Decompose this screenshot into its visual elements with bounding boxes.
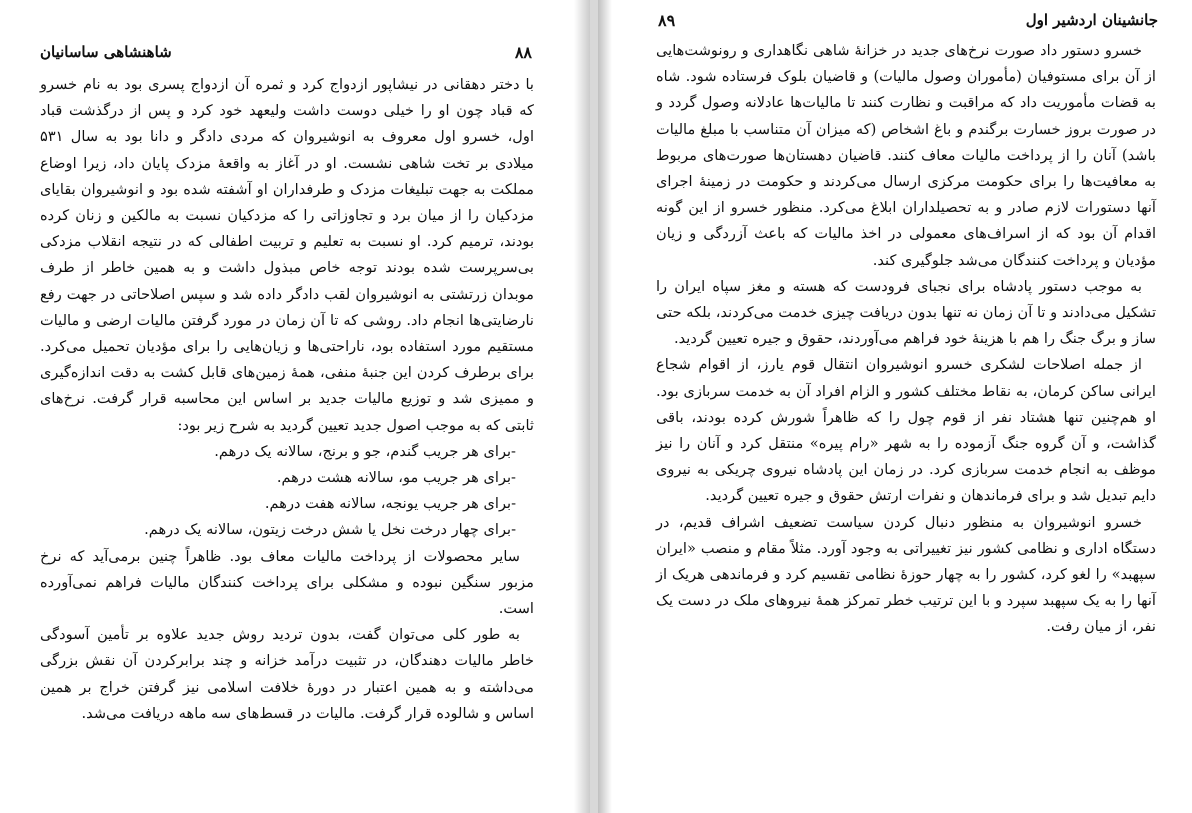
list-item: -برای هر جریب یونجه، سالانه هفت درهم.	[264, 495, 516, 513]
list-item: -برای هر جریب گندم، جو و برنج، سالانه یک درهم.	[214, 442, 516, 460]
paragraph: سایر محصولات از پرداخت مالیات معاف بود. ظاهراً چنین برمی‌آید که نرخ مزبور سنگین نبوده و مشکلی برای پرداخت کنندگان مالیات فراهم نمی‌آورده است.	[40, 547, 534, 618]
paragraph: خسرو انوشیروان به منظور دنبال کردن سیاست تضعیف اشراف قدیم، در دستگاه اداری و نظامی کشور نیز تغییراتی به وجود آورد. مثلاً مقام و منصب «ایران سپهبد» را لغو کرد، کشور را به چهار حوزهٔ نظامی تقسیم کرد و فرماندهی هریک از آنها را به یک سپهبد سپرد و با این ترتیب خطر تمرکز همهٔ نیروهای ملک در دست یک نفر، از میان رفت.	[656, 513, 1156, 636]
tax-rate-list	[40, 439, 534, 544]
page-number: ۸۹	[658, 10, 676, 30]
right-page-body	[656, 38, 1156, 641]
left-page-body	[40, 72, 534, 727]
paragraph: خسرو دستور داد صورت نرخ‌های جدید در خزانهٔ شاهی نگاهداری و رونوشت‌هایی از آن برای مستوفیان (مأموران وصول مالیات) و قاضیان بلوک فرستاده شود. شاه به قضات مأموریت داد که مراقبت و نظارت کنند تا مالیات‌ها عادلانه وصول گردد و در صورت بروز خسارت برگندم و باغ اشخاص (که میزان آن متناسب با مبلغ مالیات باشد) آنان را از پرداخت مالیات معاف کنند. قاضیان دهستان‌ها صورت‌های مربوط به معافیت‌ها را برای حکومت مرکزی ارسال می‌کردند و حکومت در زمینهٔ اجرای آنها دستورات لازم صادر و به تحصیلداران ابلاغ می‌کرد. منظور خسرو از این گونه اقدام آن بود که از اسراف‌های معمولی در اخذ مالیات که باعث آزردگی و زیان مؤدیان و پرداخت کنندگان می‌شد جلوگیری کند.	[656, 42, 1156, 269]
paragraph: به موجب دستور پادشاه برای نجبای فرودست که هسته و مغز سپاه ایران را تشکیل می‌دادند و تا آن زمان نه تنها بدون دریافت چیزی خدمت می‌کردند، بلکه حتی ساز و برگ جنگ را هم با هزینهٔ خود فراهم می‌آوردند، حقوق و جیره تعیین گردید.	[656, 277, 1156, 348]
running-title: شاهنشاهی ساسانیان	[40, 43, 172, 61]
left-page-header	[40, 38, 532, 66]
page-number: ۸۸	[514, 42, 532, 62]
paragraph: با دختر دهقانی در نیشاپور ازدواج کرد و ثمره آن ازدواج پسری بود به نام خسرو که قباد چون او را خیلی دوست داشت ولیعهد خود کرد و پس از درگذشت قباد اول، خسرو اول معروف به انوشیروان که مردی دادگر و دانا بود به سال ۵۳۱ میلادی بر تخت شاهی نشست. او در آغاز به واقعهٔ مزدک پایان داد، زیرا اوضاع مملکت به جهت تبلیغات مزدک و طرفداران او آشفته شده بود و انوشیروان بقایای مزدکیان را از میان برد و تجاوزاتی را که مزدکیان نسبت به مالکین و زنان کرده بودند، ترمیم کرد. او نسبت به تعلیم و تربیت اطفالی که در نتیجه انقلاب مزدکی بی‌سرپرست شده بودند توجه خاص مبذول داشت و به همین خاطر از طرف موبدان زرتشتی به انوشیروان لقب دادگر داده شد و سپس اصلاحاتی در جهت رفع نارضایتی‌ها انجام داد. روشی که تا آن زمان در مورد گرفتن مالیات ارضی و مالیات مستقیم مورد استفاده بود، ناراحتی‌ها و زیان‌هایی را برای مؤدیان تحمیل می‌کرد. برای برطرف کردن این جنبهٔ منفی، همهٔ زمین‌های قابل کشت به دقت اندازه‌گیری و ممیزی شد و توزیع مالیات جدید بر اساس این محاسبه قرار گرفت. نرخ‌های ثابتی که به موجب اصول جدید تعیین گردید به شرح زیر بود:	[40, 76, 534, 434]
right-page	[598, 0, 1192, 813]
paragraph: به طور کلی می‌توان گفت، بدون تردید روش جدید علاوه بر تأمین آسودگی خاطر مالیات دهندگان، در تثبیت درآمد خزانه و چند برابرکردن آن نقش بزرگی می‌داشته و به همین اعتبار در دورهٔ خلافت اسلامی نیز گرفتن خراج بر همین اساس و شالوده قرار گرفت. مالیات در قسط‌های سه ماهه دریافت می‌شد.	[40, 626, 534, 722]
gutter-shadow	[598, 0, 612, 813]
running-title: جانشینان اردشیر اول	[1025, 11, 1158, 29]
list-item: -برای هر جریب مو، سالانه هشت درهم.	[276, 469, 516, 487]
right-page-header	[658, 6, 1158, 34]
gutter-shadow	[574, 0, 590, 813]
left-page	[0, 0, 590, 813]
list-item: -برای چهار درخت نخل یا شش درخت زیتون، سالانه یک درهم.	[144, 521, 516, 539]
paragraph: از جمله اصلاحات لشکری خسرو انوشیروان انتقال قوم یارز، از اقوام شجاع ایرانی ساکن کرمان، به نقاط مختلف کشور و الزام افراد آن به خدمت سربازی بود. او هم‌چنین تنها هشتاد نفر از قوم چول را که ظاهراً شورش کرده بودند، باقی گذاشت، و آن گروه جنگ آزموده را به شهر «رام پیره» منتقل کرد و آنان را نیز موظف به انجام خدمت سربازی کرد. در زمان این پادشاه نیروی چریکی به نیروی دایم تبدیل شد و برای فرماندهان و نفرات ارتش حقوق و جیره تعیین گردید.	[656, 356, 1156, 505]
